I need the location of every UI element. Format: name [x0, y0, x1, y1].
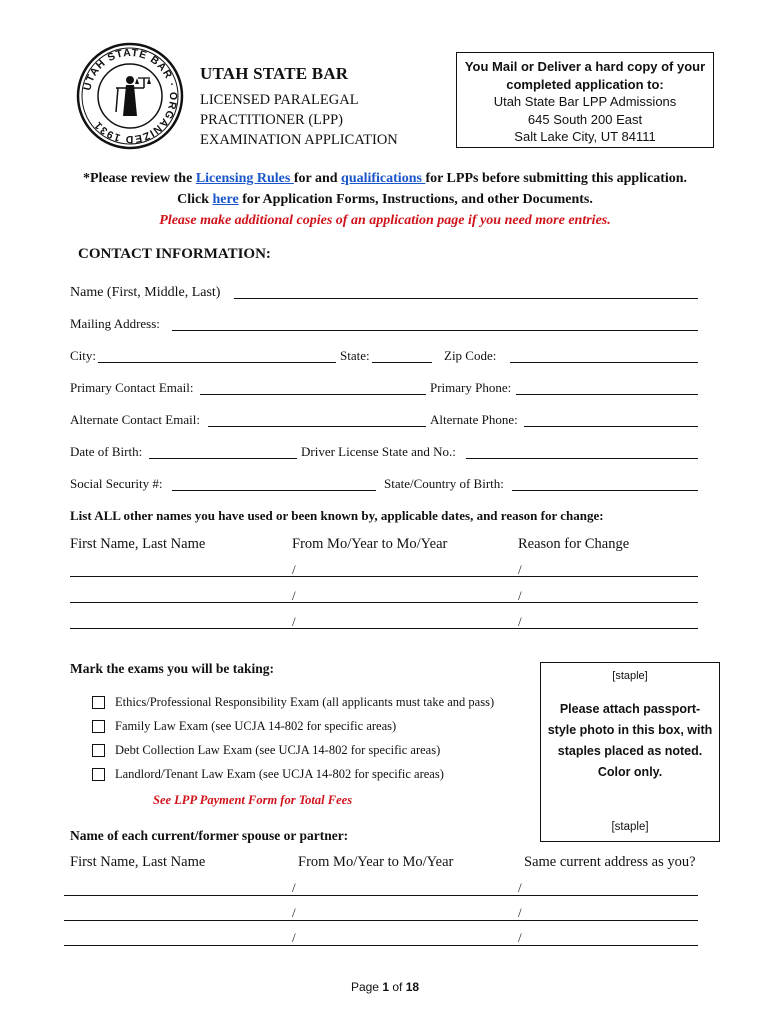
- spouse-slash-1: /: [292, 930, 296, 945]
- forms-here-link[interactable]: here: [212, 192, 239, 207]
- click-text: Click: [177, 192, 213, 207]
- spouse-row-line[interactable]: [64, 920, 698, 921]
- notice-mid: for and: [293, 171, 342, 186]
- spouse-slash-2: /: [518, 905, 522, 920]
- alt-phone-field[interactable]: [524, 426, 698, 427]
- state-label: State:: [340, 348, 370, 363]
- ssn-field[interactable]: [172, 490, 376, 491]
- exam-option-ethics[interactable]: [92, 695, 494, 710]
- spouse-col-address: Same current address as you?: [524, 854, 696, 870]
- debt-collection-checkbox[interactable]: [92, 744, 105, 757]
- other-names-slash-1: /: [292, 614, 296, 629]
- page-number: [0, 980, 770, 994]
- other-names-slash-2: /: [518, 614, 522, 629]
- primary-phone-label: Primary Phone:: [430, 380, 512, 395]
- zip-label: Zip Code:: [444, 348, 497, 363]
- form-subtitle-line-2: PRACTITIONER (LPP): [200, 112, 343, 128]
- exam-option-landlord[interactable]: [92, 767, 444, 782]
- spouse-slash-2: /: [518, 880, 522, 895]
- mail-line-3: Utah State Bar LPP Admissions: [493, 94, 677, 109]
- other-names-row-line[interactable]: [70, 576, 698, 577]
- debt-collection-label: Debt Collection Law Exam (see UCJA 14-802 for specific areas): [115, 743, 441, 757]
- alt-email-field[interactable]: [208, 426, 426, 427]
- page-prefix: Page: [350, 980, 383, 994]
- mailing-address-field[interactable]: [172, 330, 698, 331]
- other-names-row-line[interactable]: [70, 602, 698, 603]
- mail-line-4: 645 South 200 East: [527, 111, 643, 127]
- mailing-instructions-box: [456, 52, 714, 148]
- review-notice: [0, 171, 770, 187]
- page-of: of: [389, 980, 406, 994]
- spouse-slash-2: /: [518, 930, 522, 945]
- staple-bottom-label: [staple]: [611, 821, 649, 833]
- qualifications-link[interactable]: qualifications: [341, 171, 426, 186]
- current-page: 1: [382, 980, 389, 994]
- other-names-col-reason: Reason for Change: [518, 536, 630, 552]
- exams-heading: Mark the exams you will be taking:: [70, 661, 274, 676]
- name-field[interactable]: [234, 298, 698, 299]
- city-label: City:: [70, 348, 97, 363]
- other-names-slash-1: /: [292, 588, 296, 603]
- family-law-checkbox[interactable]: [92, 720, 105, 733]
- mail-line-1: You Mail or Deliver a hard copy of your: [464, 59, 706, 74]
- contact-heading: CONTACT INFORMATION:: [78, 246, 271, 262]
- other-names-slash-2: /: [518, 588, 522, 603]
- photo-attach-box: [540, 662, 720, 842]
- spouse-col-dates: From Mo/Year to Mo/Year: [298, 854, 454, 870]
- ethics-checkbox[interactable]: [92, 696, 105, 709]
- spouse-slash-1: /: [292, 905, 296, 920]
- family-law-label: Family Law Exam (see UCJA 14-802 for specific areas): [115, 719, 397, 733]
- birth-country-label: State/Country of Birth:: [384, 476, 504, 491]
- other-names-slash-2: /: [518, 562, 522, 577]
- alt-phone-label: Alternate Phone:: [430, 412, 518, 427]
- exam-option-debt[interactable]: [92, 743, 440, 758]
- mail-line-5: Salt Lake City, UT 84111: [514, 129, 656, 144]
- other-names-heading: List ALL other names you have used or been known by, applicable dates, and reason for change:: [70, 508, 604, 523]
- forms-notice-suffix: for Application Forms, Instructions, and other Documents.: [238, 192, 593, 207]
- zip-field[interactable]: [510, 362, 698, 363]
- mailing-address-label: Mailing Address:: [70, 316, 160, 331]
- other-names-slash-1: /: [292, 562, 296, 577]
- svg-text:UTAH STATE BAR · ORGANIZED 193: UTAH STATE BAR · ORGANIZED 1931: [81, 46, 180, 146]
- utah-state-bar-seal: [76, 42, 184, 150]
- state-field[interactable]: [372, 362, 432, 363]
- other-names-row-line[interactable]: [70, 628, 698, 629]
- spouse-row-line[interactable]: [64, 895, 698, 896]
- licensing-rules-link[interactable]: Licensing Rules: [195, 171, 294, 186]
- license-label: Driver License State and No.:: [301, 444, 456, 459]
- primary-email-label: Primary Contact Email:: [70, 380, 194, 395]
- notice-prefix: *Please review the: [82, 171, 196, 186]
- forms-notice: [0, 192, 770, 208]
- other-names-col-dates: From Mo/Year to Mo/Year: [292, 536, 448, 552]
- license-field[interactable]: [466, 458, 698, 459]
- city-field[interactable]: [98, 362, 336, 363]
- other-names-col-name: First Name, Last Name: [70, 536, 206, 552]
- photo-instructions: Please attach passport-style photo in this box, with staples placed as noted. Color only.: [547, 702, 713, 779]
- birth-country-field[interactable]: [512, 490, 698, 491]
- exam-option-family[interactable]: [92, 719, 396, 734]
- landlord-tenant-label: Landlord/Tenant Law Exam (see UCJA 14-802 for specific areas): [115, 767, 444, 781]
- spouse-row-line[interactable]: [64, 945, 698, 946]
- form-title: UTAH STATE BAR: [200, 64, 349, 83]
- ethics-label: Ethics/Professional Responsibility Exam (all applicants must take and pass): [115, 695, 495, 709]
- copies-note: Please make additional copies of an application page if you need more entries.: [159, 213, 611, 228]
- fees-note: See LPP Payment Form for Total Fees: [153, 793, 353, 807]
- form-subtitle-line-1: LICENSED PARALEGAL: [200, 92, 359, 108]
- landlord-tenant-checkbox[interactable]: [92, 768, 105, 781]
- spouse-heading: Name of each current/former spouse or partner:: [70, 828, 349, 843]
- total-pages: 18: [405, 980, 420, 994]
- spouse-slash-1: /: [292, 880, 296, 895]
- form-subtitle-line-3: EXAMINATION APPLICATION: [200, 132, 398, 148]
- staple-top-label: [staple]: [612, 670, 648, 682]
- mail-line-2: completed application to:: [506, 76, 664, 92]
- primary-phone-field[interactable]: [516, 394, 698, 395]
- dob-label: Date of Birth:: [70, 444, 143, 459]
- ssn-label: Social Security #:: [70, 476, 163, 491]
- spouse-col-name: First Name, Last Name: [70, 854, 206, 870]
- dob-field[interactable]: [149, 458, 297, 459]
- name-label: Name (First, Middle, Last): [70, 285, 221, 300]
- primary-email-field[interactable]: [200, 394, 426, 395]
- alt-email-label: Alternate Contact Email:: [70, 412, 200, 427]
- notice-suffix: for LPPs before submitting this application.: [425, 171, 688, 186]
